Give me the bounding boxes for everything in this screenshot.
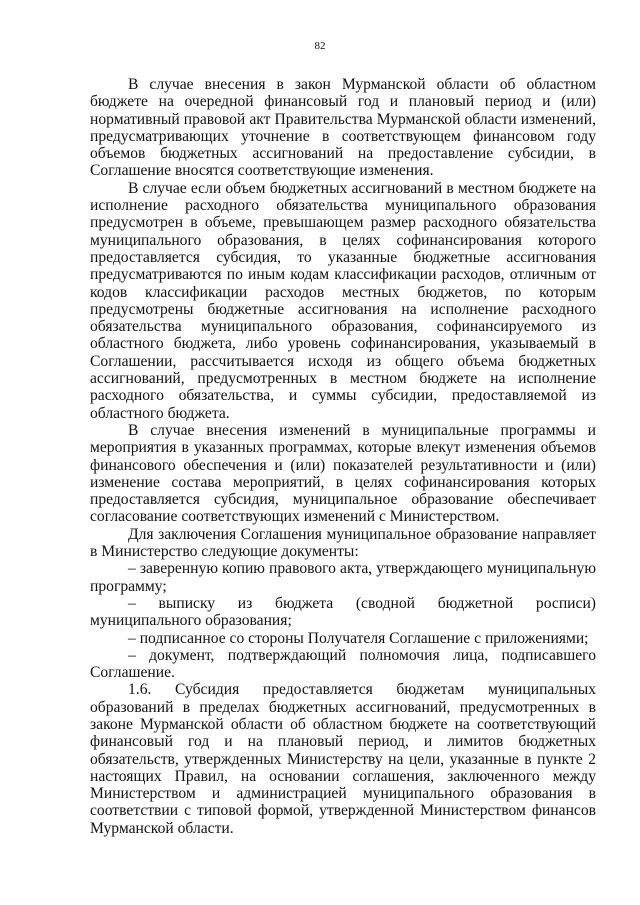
paragraph-program-changes: В случае внесения изменений в муниципальные программы и мероприятия в указанных программах, которые влекут изменения объемов финансового обеспечения и (или) показателей результативности и (или) изменение состава мероприятий, в целях софинансирования которых предоставляется субсидия, муниципальное образование обеспечивает согласование соответствующих изменений с Министерством. (90, 421, 596, 526)
paragraph-section-1-6: 1.6. Субсидия предоставляется бюджетам муниципальных образований в пределах бюджетных ассигнований, предусмотренных в законе Мурманской области об областном бюджете на соответствующий финансовый год и на плановый период, и лимитов бюджетных обязательств, утвержденных Министерству на цели, указанные в пункте 2 настоящих Правил, на основании соглашения, заключенного между Министерством и администрацией муниципального образования в соответствии с типовой формой, утвержденной Министерством финансов Мурманской области. (90, 681, 596, 837)
paragraph-agreement-documents: Для заключения Соглашения муниципальное образование направляет в Министерство следующие документы: (90, 525, 596, 561)
page-number: 82 (314, 40, 326, 52)
list-item-authority-document: – документ, подтверждающий полномочия лица, подписавшего Соглашение. (90, 646, 596, 682)
paragraph-budget-law-changes: В случае внесения в закон Мурманской области об областном бюджете на очередной финансовый год и плановый период и (или) нормативный правовой акт Правительства Мурманской области изменений, предусматривающих уточнение в соответствующем финансовом году объемов бюджетных ассигнований на предоставление субсидии, в Соглашение вносятся соответствующие изменения. (90, 76, 596, 180)
list-item-signed-agreement: – подписанное со стороны Получателя Соглашение с приложениями; (128, 629, 589, 647)
paragraph-local-budget-allocations: В случае если объем бюджетных ассигнований в местном бюджете на исполнение расходного обязательства муниципального образования предусмотрен в объеме, превышающем размер расходного обязательства муниципального образования, в целях софинансирования которого предоставляется субсидия, то указанные бюджетные ассигнования предусматриваются по иным кодам классификации расходов, отличным от кодов классификации расходов местных бюджетов, по которым предусмотрены бюджетные ассигнования на исполнение расходного обязательства муниципального образования, софинансируемого из областного бюджета, либо уровень софинансирования, указываемый в Соглашении, рассчитывается исходя из общего объема бюджетных ассигнований, предусмотренных в местном бюджете на исполнение расходного обязательства, и суммы субсидии, предоставляемой из областного бюджета. (90, 179, 596, 422)
document-body (90, 76, 596, 837)
list-item-program-copy: – заверенную копию правового акта, утверждающего муниципальную программу; (90, 560, 596, 595)
list-item-budget-extract: – выписку из бюджета (сводной бюджетной росписи) муниципального образования; (90, 594, 596, 630)
